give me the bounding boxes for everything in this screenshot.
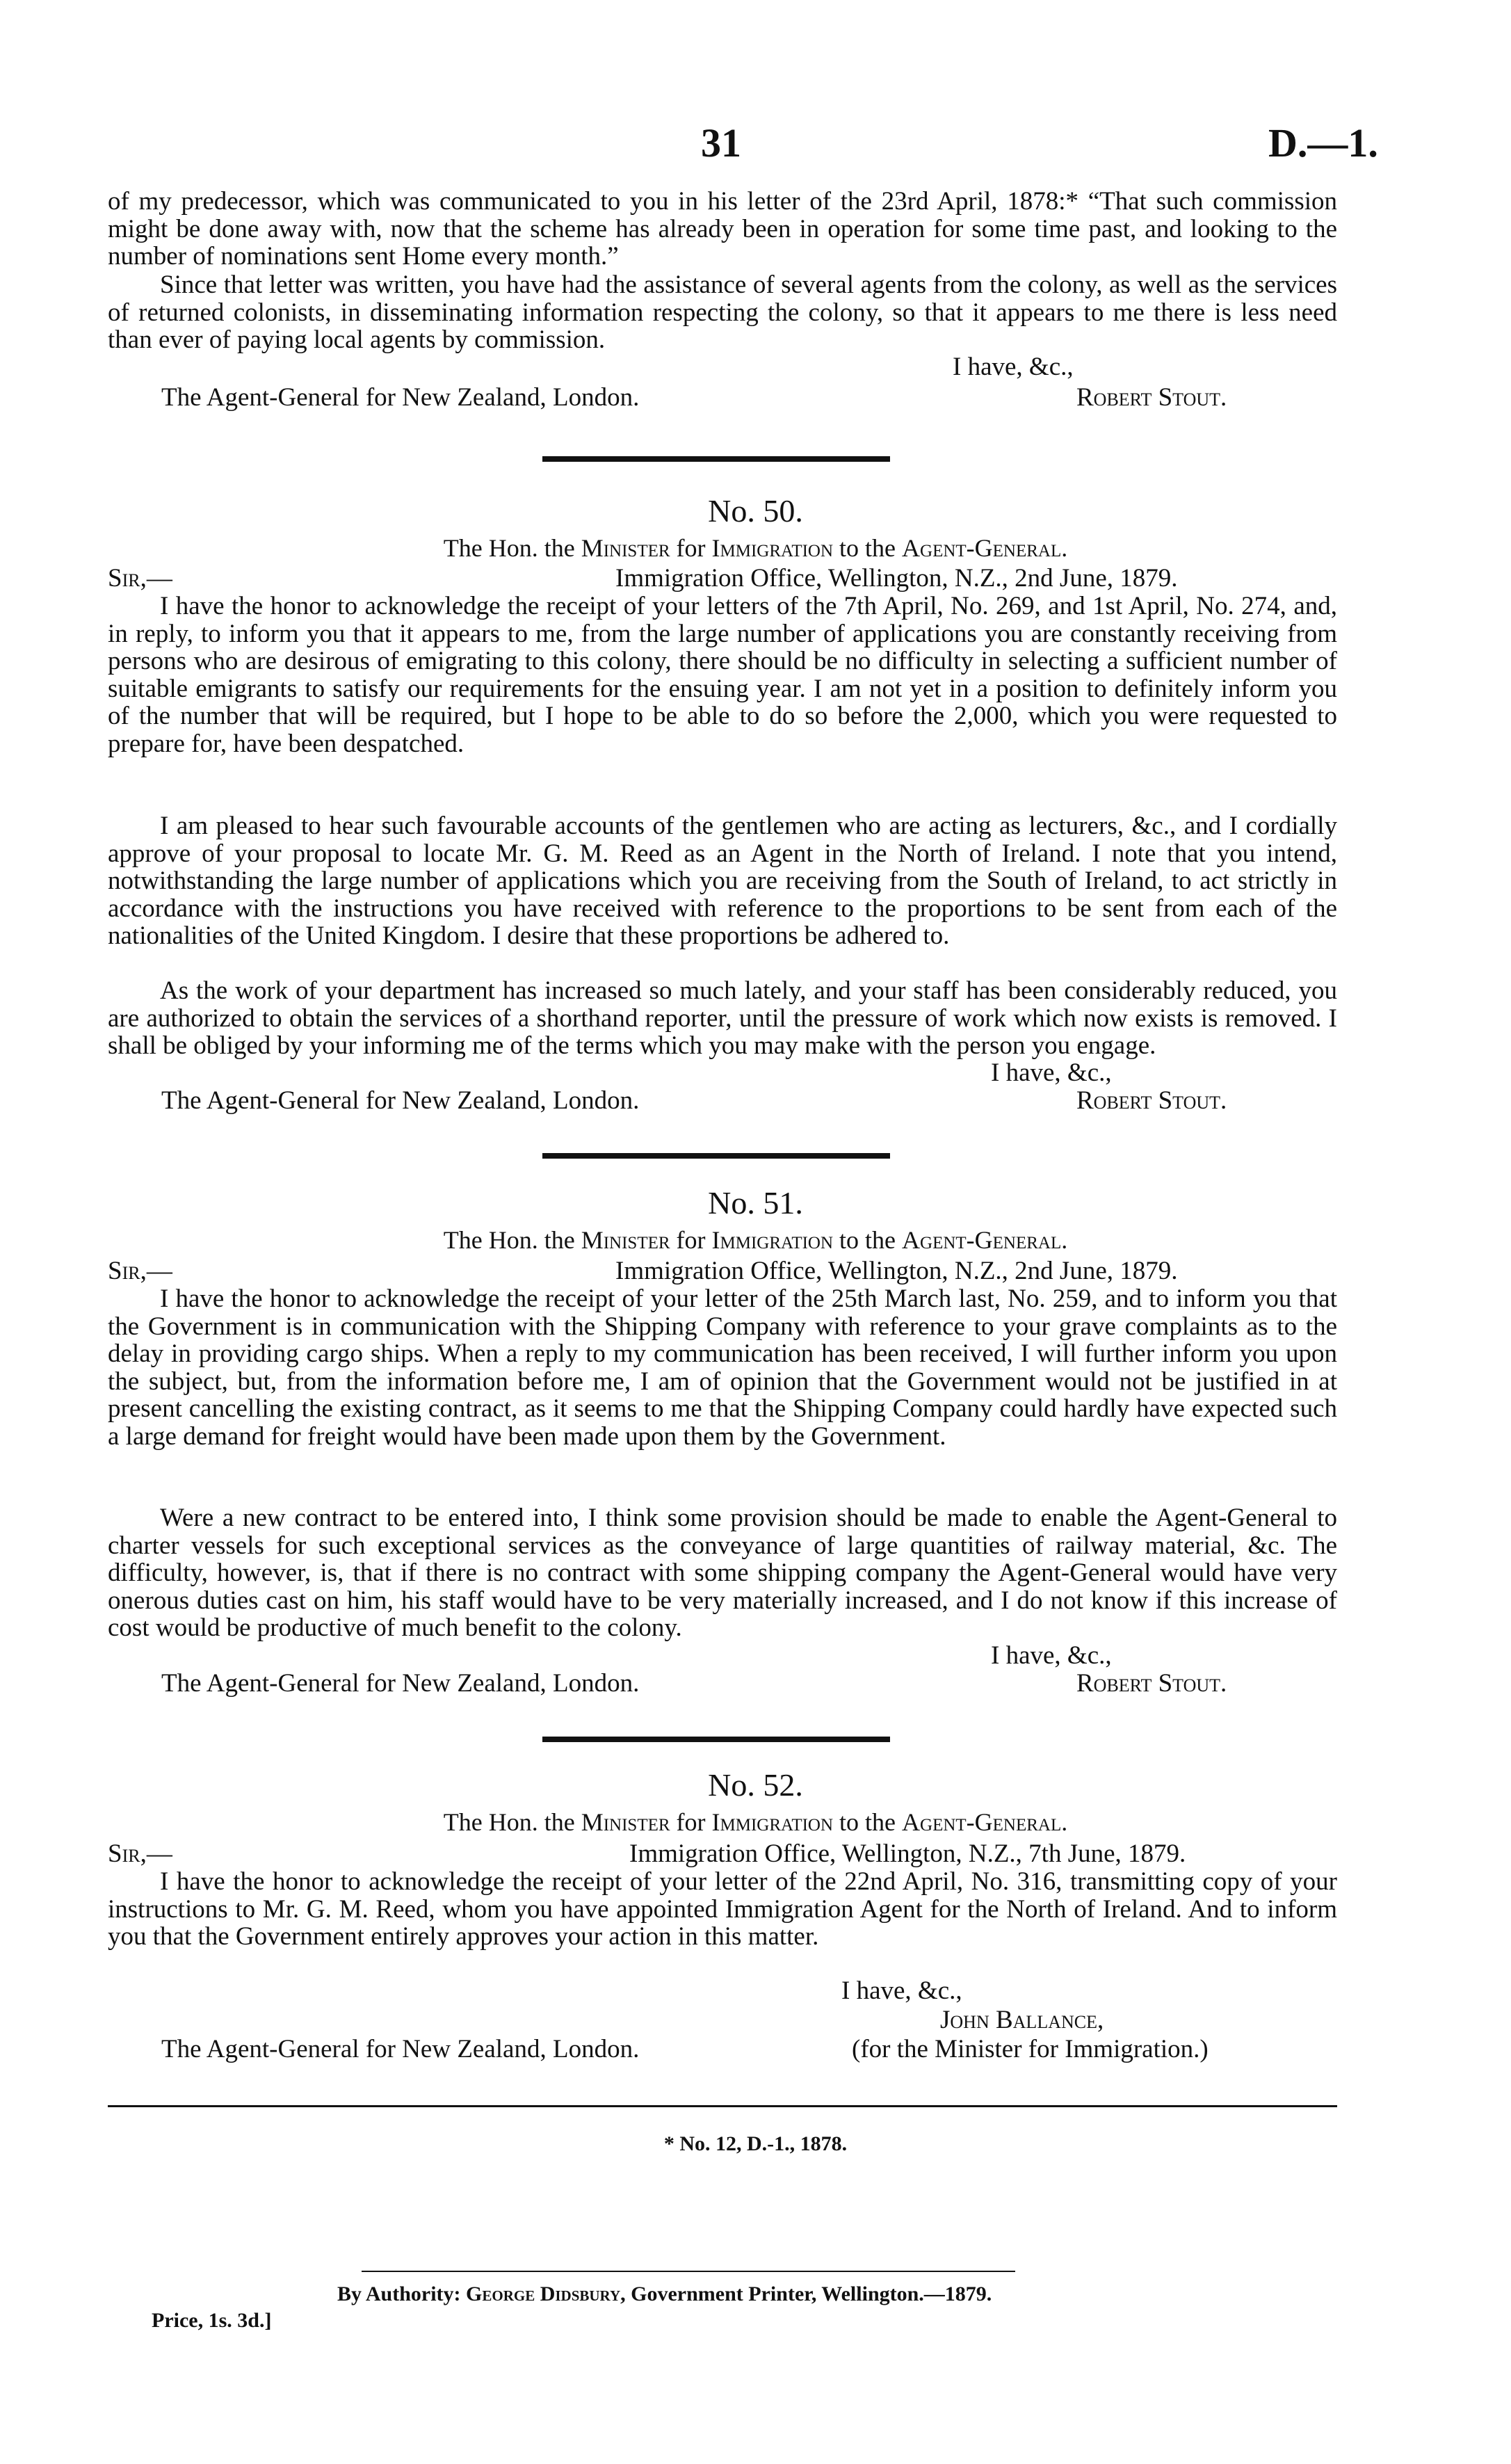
continuation-signature: Robert Stout. (1076, 383, 1227, 412)
section-divider-rule (542, 1153, 890, 1159)
letter-52-signature: John Ballance, (940, 2006, 1104, 2034)
letter-51-signature: Robert Stout. (1076, 1669, 1227, 1698)
letter-50-salutation: Sir,— (108, 564, 172, 593)
letter-52-addressee: The Agent-General for New Zealand, London. (161, 2035, 640, 2063)
letter-50-closing: I have, &c., (991, 1058, 1112, 1087)
letter-52-paragraph-1: I have the honor to acknowledge the receipt of your letter of the 22nd April, No. 316, transmitting copy of your instructions to Mr. G. M. Reed, whom you have appointed Immigration Agent for the North of Ireland. And to inform you that the Government entirely approves your action in this matter. (108, 1867, 1337, 1951)
continuation-closing: I have, &c., (953, 353, 1074, 381)
footnote-rule (108, 2105, 1337, 2107)
letter-51-paragraph-1: I have the honor to acknowledge the receipt of your letter of the 25th March last, No. 259, and to inform you that the Government is in communication with the Shipping Company with reference to your grave complaints as to the delay in providing cargo ships. When a reply to my communication has been received, I will further inform you upon the subject, but, from the information before me, I am of opinion that the Government would not be justified in at present cancelling the existing contract, as it seems to me that the Shipping Company could hardly have expected such a large demand for freight would have been made upon them by the Government. (108, 1285, 1337, 1451)
document-reference: D.—1. (1268, 120, 1378, 166)
continuation-addressee: The Agent-General for New Zealand, London. (161, 383, 640, 412)
letter-52-salutation: Sir,— (108, 1839, 172, 1868)
price-notice: Price, 1s. 3d.] (152, 2309, 272, 2332)
letter-52-signature-note: (for the Minister for Immigration.) (852, 2035, 1209, 2063)
section-divider-rule (542, 456, 890, 462)
letter-50-paragraph-2: I am pleased to hear such favourable accounts of the gentlemen who are acting as lecturers, &c., and I cordially approve of your proposal to locate Mr. G. M. Reed as an Agent in the North of Ireland. I note that you intend, notwithstanding the large number of applications which you are receiving from the South of Ireland, to act strictly in accordance with the instructions you have received with reference to the proportions to be sent from each of the nationalities of the United Kingdom. I desire that these proportions be adhered to. (108, 812, 1337, 950)
letter-52-closing: I have, &c., (841, 1976, 962, 2005)
letter-51-closing: I have, &c., (991, 1641, 1112, 1670)
letter-number-51: No. 51. (708, 1185, 803, 1221)
letter-number-52: No. 52. (708, 1767, 803, 1803)
section-divider-rule (542, 1737, 890, 1742)
letter-51-salutation: Sir,— (108, 1257, 172, 1285)
letter-51-paragraph-2: Were a new contract to be entered into, I think some provision should be made to enable the Agent-General to charter vessels for such exceptional services as the conveyance of large quantities of railway material, &c. The difficulty, however, is, that if there is no contract with some shipping company the Agent-General would have very onerous duties cast on him, his staff would have to be very materially increased, and I do not know if this increase of cost would be productive of much benefit to the colony. (108, 1504, 1337, 1642)
continuation-paragraph-2: Since that letter was written, you have had the assistance of several agents from the colony, as well as the services of returned colonists, in disseminating information respecting the colony, so that it appears to me there is less need than ever of paying local agents by commission. (108, 271, 1337, 354)
letter-number-50: No. 50. (708, 493, 803, 529)
letter-50-dateline: Immigration Office, Wellington, N.Z., 2nd June, 1879. (615, 564, 1178, 593)
letter-50-paragraph-1: I have the honor to acknowledge the receipt of your letters of the 7th April, No. 269, and 1st April, No. 274, and, in reply, to inform you that it appears to me, from the large number of applications you are constantly receiving from persons who are desirous of emigrating to this colony, there should be no difficulty in selecting a sufficient number of suitable emigrants to satisfy our requirements for the ensuing year. I am not yet in a position to definitely inform you of the number that will be required, but I hope to be able to do so before the 2,000, which you were requested to prepare for, have been despatched. (108, 592, 1337, 758)
footnote: * No. 12, D.-1., 1878. (663, 2132, 848, 2155)
letter-51-addressee: The Agent-General for New Zealand, London. (161, 1669, 640, 1698)
letter-50-signature: Robert Stout. (1076, 1086, 1227, 1115)
letter-51-dateline: Immigration Office, Wellington, N.Z., 2nd June, 1879. (615, 1257, 1178, 1285)
printer-imprint: By Authority: George Didsbury, Government Printer, Wellington.—1879. (337, 2282, 992, 2305)
letter-52-dateline: Immigration Office, Wellington, N.Z., 7th June, 1879. (629, 1839, 1186, 1868)
letter-50-addressee: The Agent-General for New Zealand, London. (161, 1086, 640, 1115)
letter-51-heading: The Hon. the Minister for Immigration to the Agent-General. (443, 1226, 1068, 1254)
imprint-rule (362, 2271, 1015, 2272)
letter-50-heading: The Hon. the Minister for Immigration to the Agent-General. (443, 534, 1068, 562)
letter-50-paragraph-3: As the work of your department has increased so much lately, and your staff has been considerably reduced, you are authorized to obtain the services of a shorthand reporter, until the pressure of work which now exists is removed. I shall be obliged by your informing me of the terms which you may make with the person you engage. (108, 976, 1337, 1060)
letter-52-heading: The Hon. the Minister for Immigration to the Agent-General. (443, 1808, 1068, 1836)
page-number: 31 (701, 120, 741, 166)
continuation-paragraph-1: of my predecessor, which was communicated to you in his letter of the 23rd April, 1878:* “That such commission might be done away with, now that the scheme has already been in operation for some time past, and looking to the number of nominations sent Home every month.” (108, 187, 1337, 271)
